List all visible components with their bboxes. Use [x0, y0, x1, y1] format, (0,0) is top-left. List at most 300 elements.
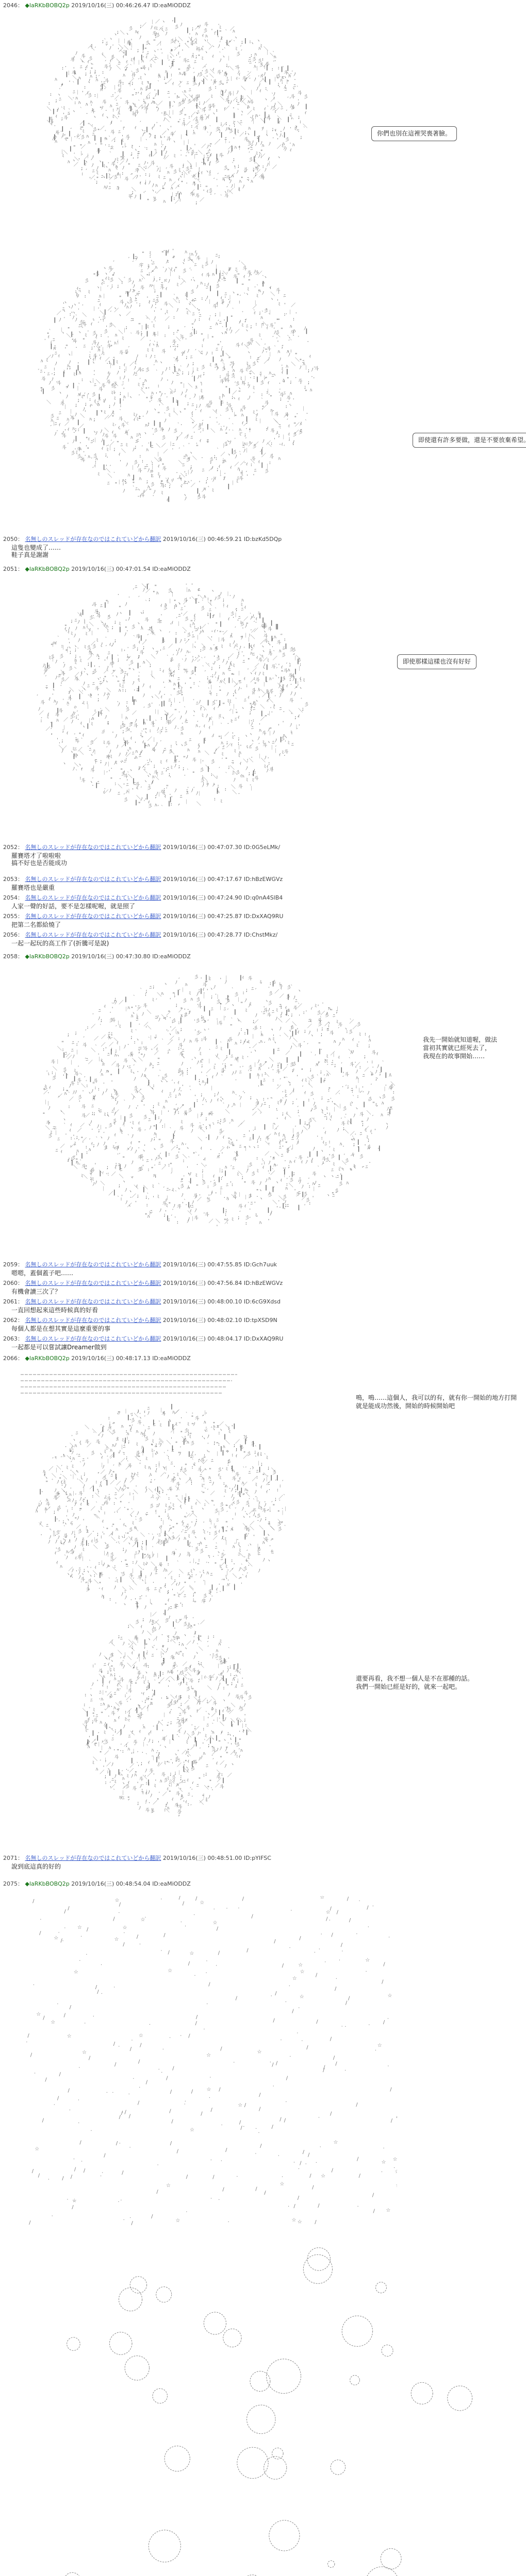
- art-stroke: .: [105, 107, 107, 112]
- post-number[interactable]: 2053: [3, 876, 18, 883]
- art-stroke: 彡: [228, 129, 233, 134]
- art-stroke: ┃: [103, 464, 105, 470]
- art-stroke: :: [126, 700, 128, 705]
- art-stroke: ｨ: [165, 286, 168, 291]
- art-stroke: ／: [202, 487, 206, 493]
- art-stroke: ´: [44, 675, 47, 681]
- art-stroke: ヽ: [256, 39, 261, 44]
- art-stroke: ﾞ: [268, 757, 270, 762]
- art-stroke: ＼: [60, 670, 65, 675]
- art-stroke: ｨ: [298, 714, 300, 719]
- art-stroke: ´: [290, 713, 292, 718]
- art-stroke: .: [250, 718, 253, 723]
- art-stroke: .: [201, 454, 203, 460]
- post-number[interactable]: 2056: [3, 931, 18, 938]
- art-stroke: ｀: [173, 47, 177, 53]
- art-stroke: ﾆ: [207, 438, 209, 444]
- art-stroke: ｨ: [165, 1198, 168, 1203]
- post-id[interactable]: ID:eaMiODDZ: [152, 953, 191, 960]
- art-stroke: ´: [206, 615, 209, 620]
- art-stroke: ┃: [287, 116, 290, 123]
- art-stroke: 彡: [211, 701, 216, 706]
- art-stroke: .: [283, 675, 286, 681]
- art-stroke: ': [142, 728, 145, 733]
- art-stroke: ;: [144, 165, 147, 170]
- art-stroke: ｜: [249, 90, 254, 95]
- art-stroke: ﾆ: [277, 1047, 280, 1053]
- art-stroke: ﾞ: [261, 64, 264, 70]
- art-stroke: ｨ: [210, 152, 212, 157]
- art-stroke: ｜: [152, 285, 156, 291]
- art-stroke: .: [233, 732, 236, 737]
- art-stroke: ﾉ: [129, 289, 132, 294]
- art-stroke: ": [269, 727, 272, 732]
- poster-name[interactable]: 名無しのスレッドが存在なのではこれていどから翻訳: [25, 931, 161, 938]
- art-stroke: ;: [131, 81, 134, 86]
- art-stroke: ヽ: [211, 111, 216, 116]
- post-id[interactable]: ID:DxXAQ9RU: [244, 913, 284, 920]
- art-stroke: ﾞ: [174, 93, 177, 98]
- art-stroke: 彡: [128, 299, 133, 304]
- art-stroke: ヽ: [245, 292, 250, 297]
- art-stroke: 斗: [262, 742, 267, 749]
- art-stroke: .: [245, 425, 248, 430]
- poster-name[interactable]: ◆laRKbBOBQ2p: [25, 953, 70, 960]
- art-stroke: ´: [213, 193, 216, 199]
- art-stroke: ｀: [49, 122, 54, 127]
- art-stroke: ﾞ: [191, 116, 193, 122]
- art-stroke: ´: [91, 466, 94, 472]
- art-stroke: ﾐ: [104, 410, 106, 415]
- art-stroke: 斗: [139, 1154, 144, 1160]
- art-stroke: ｜: [229, 76, 234, 82]
- post-number[interactable]: 2052: [3, 844, 18, 851]
- art-stroke: ': [281, 634, 283, 639]
- art-stroke: ´: [114, 1025, 117, 1030]
- art-stroke: ´: [189, 468, 192, 474]
- art-stroke: ﾆ: [135, 256, 137, 261]
- art-stroke: ﾐ: [256, 294, 259, 299]
- art-stroke: ｨ: [149, 684, 152, 689]
- poster-name[interactable]: 名無しのスレッドが存在なのではこれていどから翻訳: [25, 913, 161, 920]
- art-stroke: .: [77, 716, 79, 721]
- art-stroke: ﾞ: [286, 109, 288, 115]
- art-stroke: ﾐ: [65, 137, 68, 142]
- art-stroke: ': [84, 410, 87, 415]
- art-stroke: ｜: [126, 392, 130, 398]
- art-stroke: ／: [161, 443, 166, 448]
- art-stroke: ﾊ: [155, 803, 157, 808]
- art-stroke: 彡: [216, 283, 220, 289]
- art-stroke: ┃: [216, 154, 218, 160]
- art-stroke: ﾐ: [354, 1165, 356, 1170]
- art-stroke: :: [150, 473, 153, 478]
- art-stroke: ': [132, 157, 135, 162]
- art-stroke: ﾞ: [149, 88, 151, 93]
- art-stroke: 彡: [163, 605, 168, 611]
- post-number[interactable]: 2051: [3, 566, 18, 572]
- art-stroke: ;: [154, 134, 156, 139]
- art-stroke: ヽ: [187, 302, 192, 307]
- art-stroke: ＼: [119, 330, 123, 335]
- art-stroke: ;: [250, 704, 253, 709]
- art-stroke: ': [236, 270, 238, 276]
- art-stroke: ´: [81, 702, 84, 708]
- art-stroke: ﾉ: [212, 478, 215, 483]
- art-stroke: ": [164, 714, 167, 719]
- art-stroke: ': [252, 720, 254, 725]
- art-stroke: ｀: [98, 1024, 103, 1030]
- art-stroke: ´: [198, 173, 200, 178]
- art-stroke: ´: [232, 762, 234, 768]
- art-stroke: ;: [175, 192, 177, 197]
- art-stroke: 斗: [51, 1059, 55, 1065]
- art-stroke: ｨ: [250, 643, 253, 649]
- art-stroke: :: [110, 1031, 113, 1037]
- art-stroke: ┃: [239, 975, 242, 981]
- poster-name[interactable]: 名無しのスレッドが存在なのではこれていどから翻訳: [25, 876, 161, 883]
- poster-name[interactable]: 名無しのスレッドが存在なのではこれていどから翻訳: [25, 844, 161, 851]
- art-stroke: ﾞ: [153, 495, 155, 501]
- art-stroke: ｀: [238, 451, 242, 457]
- art-stroke: ": [174, 709, 177, 714]
- art-stroke: 彡: [120, 669, 124, 675]
- art-stroke: ;: [176, 1144, 178, 1149]
- art-stroke: ﾐ: [175, 399, 178, 404]
- art-stroke: :: [141, 105, 143, 110]
- art-stroke: :: [262, 164, 265, 170]
- art-stroke: ;: [85, 72, 87, 77]
- post-id[interactable]: ID:eaMiODDZ: [152, 2, 191, 9]
- art-stroke: ／: [153, 152, 157, 158]
- art-stroke: ': [180, 687, 183, 692]
- art-stroke: ｜: [231, 480, 235, 486]
- art-stroke: 彡: [147, 804, 152, 809]
- art-stroke: ﾆ: [151, 445, 154, 450]
- post-id[interactable]: ID:hBzEWGVz: [244, 876, 283, 883]
- art-stroke: ｀: [146, 630, 151, 635]
- art-stroke: ": [225, 757, 227, 762]
- art-stroke: ／: [144, 1022, 149, 1027]
- art-stroke: ﾊ: [210, 647, 212, 652]
- art-stroke: ｨ: [288, 432, 290, 437]
- art-stroke: ﾞ: [196, 97, 199, 103]
- art-stroke: ＼: [237, 121, 242, 127]
- post-id[interactable]: ID:bzKd5DQp: [244, 536, 282, 543]
- art-stroke: :: [175, 631, 177, 636]
- art-stroke: ｨ: [158, 474, 161, 479]
- art-stroke: ┃: [132, 778, 135, 784]
- art-stroke: ヽ: [283, 75, 287, 80]
- art-stroke: ﾊ: [232, 1091, 235, 1096]
- art-stroke: ´: [239, 45, 242, 51]
- art-stroke: ": [140, 1053, 143, 1058]
- art-stroke: .: [274, 58, 276, 63]
- art-stroke: ヽ: [193, 1056, 198, 1061]
- art-stroke: .: [238, 790, 240, 795]
- art-stroke: ;: [280, 1013, 282, 1019]
- art-stroke: .: [184, 603, 186, 608]
- art-stroke: ｀: [124, 430, 129, 436]
- art-stroke: ｀: [74, 314, 78, 320]
- art-stroke: 斗: [182, 71, 187, 77]
- art-stroke: 彡: [275, 330, 280, 336]
- art-stroke: ｨ: [117, 171, 119, 176]
- art-stroke: ": [120, 768, 123, 773]
- art-stroke: ヽ: [131, 668, 136, 673]
- art-stroke: ｨ: [198, 81, 201, 87]
- art-stroke: :: [275, 74, 278, 79]
- art-stroke: ｜: [234, 613, 238, 618]
- art-stroke: ｨ: [266, 764, 269, 769]
- art-stroke: ﾉ: [144, 161, 146, 166]
- art-stroke: ": [149, 488, 152, 494]
- art-stroke: :: [170, 73, 173, 78]
- art-stroke: ": [206, 153, 208, 158]
- art-stroke: ': [142, 1164, 144, 1170]
- art-stroke: 斗: [70, 57, 75, 63]
- art-stroke: ／: [114, 95, 119, 100]
- post-id[interactable]: ID:eaMiODDZ: [152, 566, 191, 572]
- art-stroke: ｜: [291, 1088, 296, 1094]
- art-stroke: .: [104, 142, 107, 147]
- art-stroke: ｨ: [281, 370, 284, 375]
- art-stroke: 斗: [241, 405, 246, 411]
- art-stroke: ┃: [261, 617, 264, 623]
- art-stroke: ｨ: [143, 489, 145, 494]
- post-number[interactable]: 2054: [3, 894, 18, 901]
- art-stroke: ﾐ: [230, 719, 233, 724]
- art-stroke: ｨ: [266, 325, 269, 330]
- art-stroke: ＼: [101, 620, 105, 626]
- art-stroke: ﾆ: [243, 1133, 245, 1139]
- art-stroke: ´: [105, 445, 108, 451]
- art-stroke: ／: [240, 461, 245, 466]
- art-stroke: ヽ: [73, 645, 78, 650]
- art-stroke: 斗: [247, 270, 252, 276]
- post-number[interactable]: 2058: [3, 953, 18, 960]
- art-stroke: ﾉ: [163, 155, 166, 160]
- art-stroke: ｜: [226, 591, 231, 597]
- art-stroke: ﾐ: [114, 381, 117, 386]
- art-stroke: ´: [119, 49, 121, 55]
- art-stroke: ﾞ: [228, 142, 231, 147]
- post-number[interactable]: 2050: [3, 536, 18, 543]
- art-stroke: :: [139, 454, 141, 459]
- art-stroke: ﾆ: [95, 759, 97, 764]
- art-stroke: :: [268, 1104, 271, 1109]
- art-stroke: ﾞ: [157, 805, 160, 810]
- art-stroke: ｀: [221, 362, 225, 368]
- art-stroke: ;: [139, 24, 142, 29]
- art-stroke: ´: [203, 107, 206, 113]
- art-stroke: 斗: [169, 163, 174, 170]
- art-stroke: ': [282, 721, 284, 726]
- art-stroke: ;: [91, 346, 93, 351]
- art-stroke: ": [213, 752, 216, 757]
- art-stroke: ┃: [126, 291, 129, 297]
- post-id[interactable]: ID:ChstMkz/: [244, 931, 277, 938]
- art-stroke: ヽ: [307, 1123, 311, 1128]
- art-stroke: ／: [132, 710, 137, 716]
- art-stroke: ﾐ: [245, 1008, 248, 1013]
- art-stroke: ＼: [178, 460, 183, 466]
- art-stroke: :: [53, 367, 56, 372]
- art-stroke: ﾉ: [263, 663, 266, 668]
- art-stroke: ｜: [295, 681, 300, 687]
- art-stroke: 斗: [126, 40, 131, 46]
- poster-name[interactable]: 名無しのスレッドが存在なのではこれていどから翻訳: [25, 894, 161, 901]
- art-stroke: ﾆ: [136, 439, 138, 445]
- art-stroke: ｨ: [295, 125, 298, 130]
- art-stroke: ﾞ: [44, 338, 47, 344]
- art-stroke: ヽ: [145, 80, 150, 85]
- art-stroke: ﾉ: [116, 612, 119, 617]
- art-stroke: ＼: [367, 1110, 371, 1116]
- art-stroke: ﾊ: [270, 409, 273, 414]
- art-stroke: ': [364, 1144, 366, 1149]
- art-stroke: ´: [190, 40, 192, 45]
- art-stroke: ﾊ: [75, 96, 78, 101]
- art-stroke: ｨ: [211, 1075, 214, 1080]
- art-stroke: ｀: [149, 461, 154, 467]
- art-stroke: ﾉ: [252, 614, 254, 620]
- art-stroke: ┃: [286, 368, 288, 375]
- art-stroke: ﾞ: [228, 429, 231, 435]
- art-stroke: ｨ: [254, 154, 257, 159]
- art-stroke: ': [213, 655, 216, 660]
- art-stroke: ┃: [222, 1207, 225, 1213]
- art-stroke: ┃: [101, 83, 104, 90]
- art-stroke: 斗: [264, 633, 268, 639]
- poster-name[interactable]: 名無しのスレッドが存在なのではこれていどから翻訳: [25, 536, 161, 543]
- art-stroke: ｀: [101, 624, 106, 630]
- art-stroke: ﾆ: [186, 720, 188, 725]
- art-stroke: ｀: [186, 769, 190, 774]
- art-stroke: ': [224, 296, 226, 301]
- art-stroke: 斗: [93, 1078, 98, 1084]
- art-stroke: ": [101, 279, 104, 284]
- post-number[interactable]: 2055: [3, 913, 18, 920]
- art-stroke: ﾐ: [218, 278, 221, 283]
- post-id[interactable]: ID:0G5eLMk/: [244, 844, 280, 851]
- art-stroke: .: [141, 261, 144, 266]
- art-stroke: ﾉ: [191, 1129, 193, 1134]
- art-stroke: ﾊ: [192, 622, 195, 627]
- art-stroke: ﾞ: [203, 155, 206, 160]
- art-stroke: ﾞ: [257, 138, 260, 144]
- art-stroke: ': [328, 1154, 331, 1159]
- art-stroke: ｜: [273, 749, 278, 754]
- art-stroke: ┃: [157, 89, 159, 95]
- art-stroke: ﾐ: [91, 722, 93, 727]
- art-stroke: ´: [143, 800, 145, 805]
- art-stroke: ﾉ: [150, 354, 152, 360]
- art-stroke: ＼: [121, 50, 126, 56]
- art-stroke: ﾉ: [225, 127, 228, 132]
- art-stroke: ﾉ: [125, 1188, 127, 1193]
- art-stroke: ;: [123, 49, 125, 54]
- art-stroke: ´: [271, 688, 273, 694]
- art-stroke: ヽ: [181, 261, 186, 266]
- art-stroke: ﾆ: [161, 771, 163, 776]
- post-header: [3, 876, 283, 883]
- art-stroke: ﾐ: [281, 367, 284, 372]
- art-stroke: ﾉ: [124, 632, 127, 638]
- art-stroke: ﾉ: [186, 755, 189, 760]
- art-stroke: ＼: [80, 413, 85, 419]
- art-stroke: ﾞ: [85, 1058, 87, 1063]
- art-stroke: ﾞ: [181, 432, 184, 437]
- art-stroke: ヽ: [210, 589, 215, 594]
- art-stroke: .: [92, 613, 94, 618]
- art-stroke: ﾐ: [46, 715, 49, 720]
- art-stroke: 彡: [195, 1019, 200, 1024]
- art-stroke: :: [81, 172, 84, 177]
- art-stroke: ｜: [198, 396, 202, 401]
- art-stroke: ': [229, 362, 232, 367]
- art-stroke: .: [113, 159, 116, 164]
- art-stroke: ﾉ: [165, 31, 168, 37]
- art-stroke: ｀: [152, 341, 157, 347]
- art-stroke: ´: [112, 260, 114, 266]
- art-stroke: ﾞ: [219, 41, 222, 47]
- art-stroke: ": [65, 345, 68, 350]
- art-stroke: ﾉ: [118, 702, 120, 707]
- art-stroke: 斗: [262, 730, 267, 736]
- art-stroke: .: [271, 709, 273, 714]
- art-stroke: ／: [124, 64, 129, 70]
- art-stroke: ┃: [272, 1187, 274, 1193]
- art-stroke: ＼: [167, 113, 171, 119]
- art-stroke: ;: [123, 739, 126, 744]
- art-stroke: ｀: [219, 1042, 223, 1047]
- art-stroke: ﾊ: [259, 728, 261, 734]
- post-number[interactable]: 2046: [3, 2, 18, 9]
- art-stroke: 斗: [202, 107, 206, 113]
- art-stroke: ": [256, 1189, 258, 1194]
- art-stroke: ': [142, 67, 144, 73]
- art-stroke: ﾉ: [292, 439, 295, 445]
- art-stroke: ヽ: [92, 115, 97, 120]
- art-stroke: 斗: [184, 668, 188, 674]
- art-stroke: ﾉ: [174, 1111, 176, 1116]
- art-stroke: ／: [263, 63, 268, 69]
- poster-name[interactable]: ◆laRKbBOBQ2p: [25, 2, 70, 9]
- art-stroke: ┃: [269, 79, 271, 85]
- poster-name[interactable]: ◆laRKbBOBQ2p: [25, 566, 70, 572]
- art-stroke: 彡: [209, 457, 213, 463]
- post-id[interactable]: ID:q0nA4SlB4: [244, 894, 283, 901]
- art-stroke: .: [126, 628, 128, 633]
- art-stroke: ／: [241, 98, 246, 104]
- art-stroke: :: [250, 463, 253, 468]
- art-stroke: ﾆ: [121, 443, 123, 448]
- art-stroke: ﾊ: [326, 1073, 329, 1078]
- art-stroke: ｨ: [127, 291, 129, 296]
- art-stroke: ;: [250, 325, 252, 330]
- art-stroke: ﾉ: [198, 82, 201, 88]
- art-stroke: ﾊ: [139, 477, 142, 482]
- art-stroke: ヽ: [102, 266, 107, 271]
- art-stroke: ┃: [216, 788, 219, 794]
- art-stroke: ／: [76, 134, 81, 140]
- art-stroke: ´: [286, 418, 288, 424]
- art-stroke: ;: [218, 254, 220, 259]
- art-stroke: ﾊ: [141, 59, 144, 64]
- art-stroke: ;: [154, 1174, 157, 1179]
- art-stroke: ": [65, 649, 68, 654]
